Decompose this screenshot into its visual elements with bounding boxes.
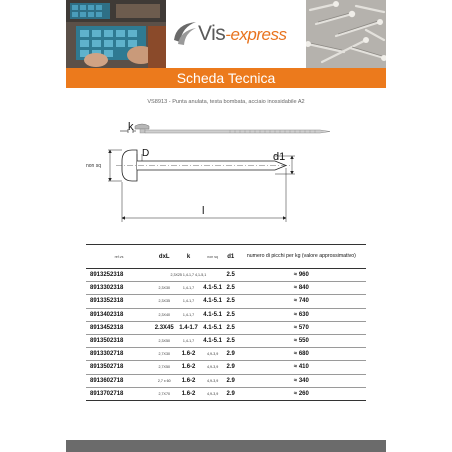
label-d1: d1: [273, 151, 286, 163]
cell-d1: 2.5: [225, 321, 237, 334]
cell-pieces: ≈ 680: [237, 348, 366, 361]
table-header-row: [86, 245, 366, 269]
col-header-dxl: dxL: [152, 245, 176, 269]
workbench-photo: [66, 0, 166, 68]
cell-pieces: ≈ 960: [237, 269, 366, 282]
header-banner: [66, 0, 386, 68]
cell-D: 4.1-5.1: [201, 282, 225, 295]
cell-d1: 2.5: [225, 295, 237, 308]
cell-code: 8913252318: [86, 269, 152, 282]
cell-code: 8913602718: [86, 374, 152, 387]
cell-code: 8913502718: [86, 361, 152, 374]
cell-dxl: 2,7 x 60: [152, 374, 176, 387]
logo-area: [166, 0, 306, 68]
cell-d1: 2.5: [225, 282, 237, 295]
cell-d1: 2.9: [225, 348, 237, 361]
brand-logo: [198, 22, 286, 46]
cell-code: 8913302318: [86, 282, 152, 295]
cell-pieces: ≈ 840: [237, 282, 366, 295]
table-row: [86, 282, 366, 295]
cell-k: 1,4-1,7: [176, 295, 200, 308]
cell-code: 8913702718: [86, 387, 152, 400]
cell-code: 8913452318: [86, 321, 152, 334]
cell-code: 8913352318: [86, 295, 152, 308]
title-bar: [66, 68, 386, 88]
table-row: [86, 361, 366, 374]
cell-dxl: 2,3X30: [152, 282, 176, 295]
cell-D: 4,9-3,9: [201, 348, 225, 361]
cell-d1: 2.5: [225, 269, 237, 282]
brand-suffix: -express: [225, 25, 287, 44]
spec-table: [86, 244, 366, 401]
brand-name: Vis: [198, 22, 226, 45]
cell-d1: 2.5: [225, 308, 237, 321]
col-header-pieces: numero di picchi per kg (valore approssimativo): [237, 245, 366, 269]
table-row: [86, 321, 366, 334]
label-l: l: [202, 205, 205, 217]
label-D: D: [142, 148, 150, 159]
nail-side-view: [135, 124, 330, 133]
cell-k: 1,4-1,7: [176, 282, 200, 295]
cell-pieces: ≈ 630: [237, 308, 366, 321]
cell-k: 1,4-1,7: [176, 308, 200, 321]
cell-k: 1.6-2: [176, 387, 200, 400]
cell-pieces: ≈ 340: [237, 374, 366, 387]
col-header-k: k: [176, 245, 200, 269]
table-row: [86, 348, 366, 361]
cell-d1: 2.9: [225, 374, 237, 387]
table-row: [86, 334, 366, 347]
cell-k: 1.6-2: [176, 374, 200, 387]
cell-dxl: 2,3X35: [152, 295, 176, 308]
cell-D: 4.1-5.1: [201, 308, 225, 321]
cell-D: 4,9-3,9: [201, 361, 225, 374]
cell-d1: 2.9: [225, 387, 237, 400]
page-title: Scheda Tecnica: [176, 70, 276, 86]
screws-photo: [306, 0, 386, 68]
cell-k: 1,4-1,7: [176, 334, 200, 347]
table-row: [86, 295, 366, 308]
cell-pieces: ≈ 740: [237, 295, 366, 308]
cell-D: 4.1-5.1: [201, 295, 225, 308]
cell-pieces: ≈ 570: [237, 321, 366, 334]
cell-D: 4,9-3,9: [201, 374, 225, 387]
cell-pieces: ≈ 260: [237, 387, 366, 400]
footer-bar: [66, 440, 386, 452]
cell-d1: 2.9: [225, 361, 237, 374]
cell-code: 8913402318: [86, 308, 152, 321]
cell-d1: 2.5: [225, 334, 237, 347]
cell-dxl: 2,3X50: [152, 334, 176, 347]
cell-pieces: ≈ 550: [237, 334, 366, 347]
cell-k: 1.6-2: [176, 361, 200, 374]
table-row: [86, 308, 366, 321]
cell-dxl: 2,7X50: [152, 361, 176, 374]
cell-D: 4,9-3,9: [201, 387, 225, 400]
cell-code: 8913302718: [86, 348, 152, 361]
cell-k: 1.4-1.7: [176, 321, 200, 334]
technical-drawing: [80, 110, 380, 225]
cell-code: 8913502318: [86, 334, 152, 347]
brand-logo-icon: [172, 18, 198, 48]
cell-dxl: 2.3X45: [152, 321, 176, 334]
col-header-D: non sq: [201, 245, 225, 269]
cell-pieces: ≈ 410: [237, 361, 366, 374]
table-row: [86, 387, 366, 400]
cell-D: 4.1-5.1: [201, 321, 225, 334]
label-k: k: [128, 121, 134, 133]
cell-dxl: 2,3X40: [152, 308, 176, 321]
product-subtitle: VS8913 - Punta anulata, testa bombata, acciaio inossidabile A2: [147, 99, 305, 105]
table-row: [86, 269, 366, 282]
cell-dxl: 2,3X25 1,4-1,7 4,1-5,1: [152, 269, 225, 282]
table-row: [86, 374, 366, 387]
table-body: [86, 269, 366, 401]
cell-dxl: 2,7X70: [152, 387, 176, 400]
label-nonsq: non sq: [86, 163, 102, 169]
cell-k: 1.6-2: [176, 348, 200, 361]
cell-dxl: 2,7X30: [152, 348, 176, 361]
col-header-code: ref.vs: [86, 245, 152, 269]
col-header-d1: d1: [225, 245, 237, 269]
cell-D: 4.1-5.1: [201, 334, 225, 347]
